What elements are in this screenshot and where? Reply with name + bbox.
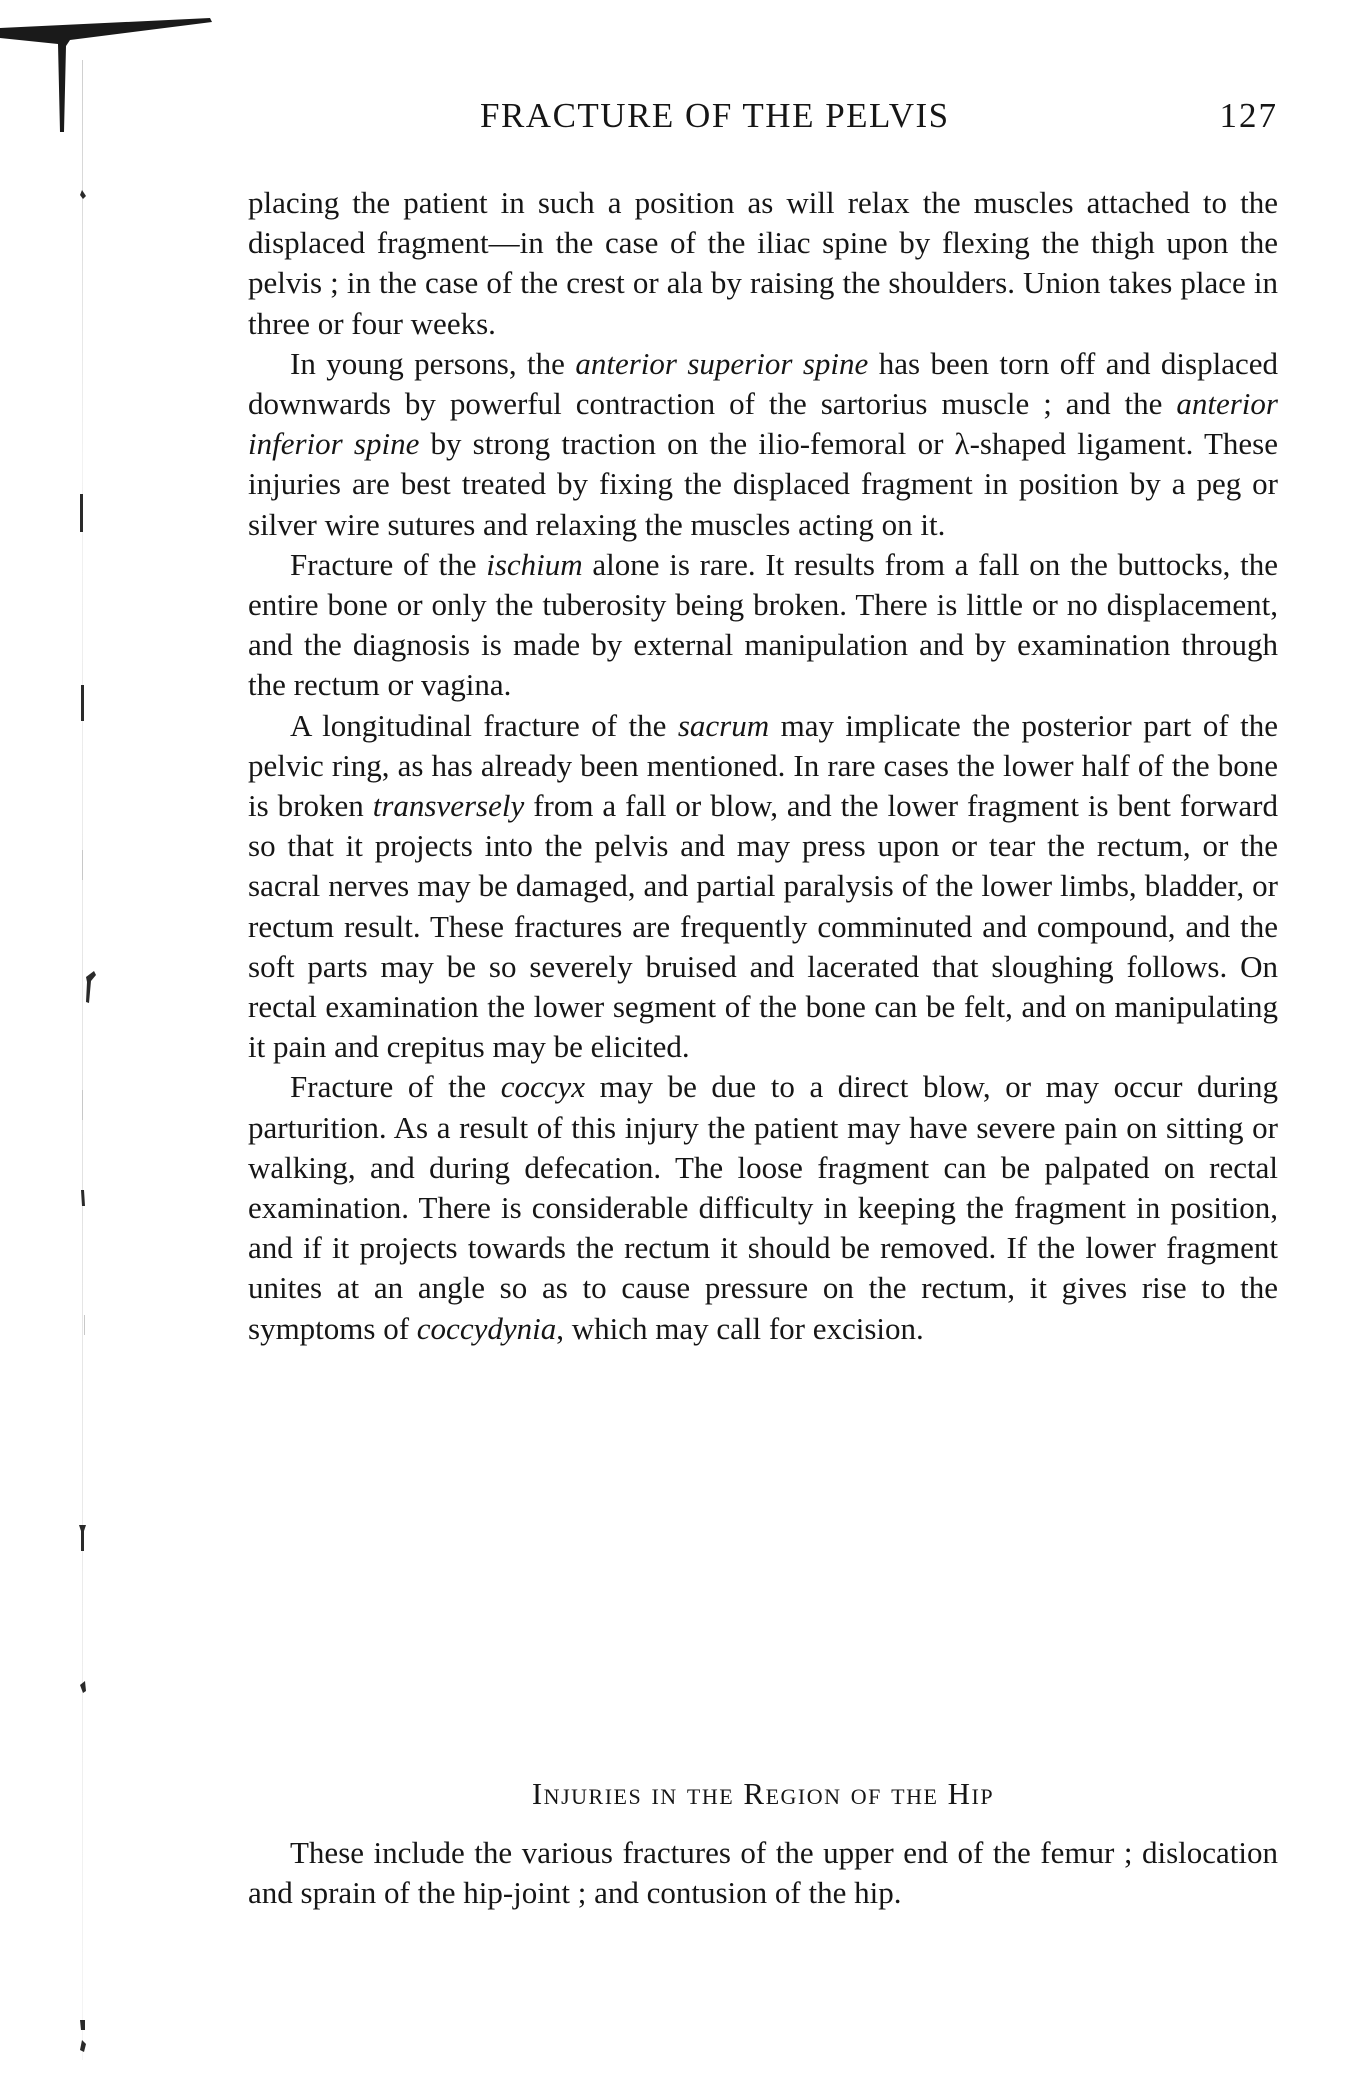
italic-term: anterior superior spine xyxy=(575,345,869,381)
text-run: alone is rare. It results from a fall on the buttocks, the entire bone or only the tuberosity being broken. There is little or no displacement, and the diagnosis is made by external manipulation and by examination through the rectum or vagina. xyxy=(248,546,1278,703)
text-run: by strong traction on the ilio-femoral or λ-shaped ligament. These injuries are best treated by fixing the displaced fragment in position by a peg or silver wire sutures and relaxing the muscles acting on it. xyxy=(248,426,1278,542)
text-run: , which may call for excision. xyxy=(556,1310,924,1346)
italic-term: coccyx xyxy=(500,1069,586,1105)
section-heading: Injuries in the Region of the Hip xyxy=(531,1776,995,1811)
gutter-specks xyxy=(0,0,140,2091)
paragraph xyxy=(248,545,1278,706)
body-text xyxy=(248,183,1278,1349)
text-run: placing the patient in such a position as will relax the muscles attached to the displaced fragment—in the case of the iliac spine by flexing the thigh upon the pelvis ; in the case of the crest or ala by raising the shoulders. Union takes place in three or four weeks. xyxy=(248,185,1278,341)
text-run: A longitudinal fracture of the xyxy=(290,707,678,743)
text-run: may implicate the posterior part of the pelvic ring, as has already been mentioned. In rare cases the lower half of the bone is broken xyxy=(248,707,1278,824)
italic-term: ischium xyxy=(486,546,583,582)
text-run: Fracture of the xyxy=(290,546,487,582)
italic-term: sacrum xyxy=(677,707,770,743)
running-head-title: FRACTURE OF THE PELVIS xyxy=(480,96,950,135)
italic-term: coccydynia xyxy=(416,1310,557,1346)
section-text xyxy=(248,1833,1278,1913)
page-number: 127 xyxy=(1219,96,1278,135)
text-run: In young persons, the xyxy=(290,345,576,381)
section-paragraph: These include the various fractures of the upper end of the femur ; dislocation and sprain of the hip-joint ; and contusion of the hip. xyxy=(248,1835,1278,1911)
paragraph xyxy=(248,344,1278,545)
paragraph xyxy=(248,183,1278,344)
paragraph xyxy=(248,706,1278,1068)
running-head xyxy=(248,96,1278,148)
text-run: Fracture of the xyxy=(290,1069,501,1105)
italic-term: transversely xyxy=(372,788,525,824)
paragraph xyxy=(248,1067,1278,1348)
text-run: has been torn off and displaced downwards by powerful contraction of the sartorius muscle ; and the xyxy=(248,345,1278,422)
italic-term: anterior inferior spine xyxy=(248,386,1278,462)
text-run: from a fall or blow, and the lower fragment is bent forward so that it projects into the pelvis and may press upon or tear the rectum, or the sacral nerves may be damaged, and partial paralysis of the lower limbs, bladder, or rectum result. These fractures are frequently comminuted and compound, and the soft parts may be so severely bruised and lacerated that sloughing follows. On rectal examination the lower segment of the bone can be felt, and on manipulating it pain and crepitus may be elicited. xyxy=(248,788,1279,1065)
text-run: may be due to a direct blow, or may occur during parturition. As a result of this injury the patient may have severe pain on sitting or walking, and during defecation. The loose fragment can be palpated on rectal examination. There is considerable difficulty in keeping the fragment in position, and if it projects towards the rectum it should be removed. If the lower fragment unites at an angle so as to cause pressure on the rectum, it gives rise to the symptoms of xyxy=(248,1069,1278,1346)
